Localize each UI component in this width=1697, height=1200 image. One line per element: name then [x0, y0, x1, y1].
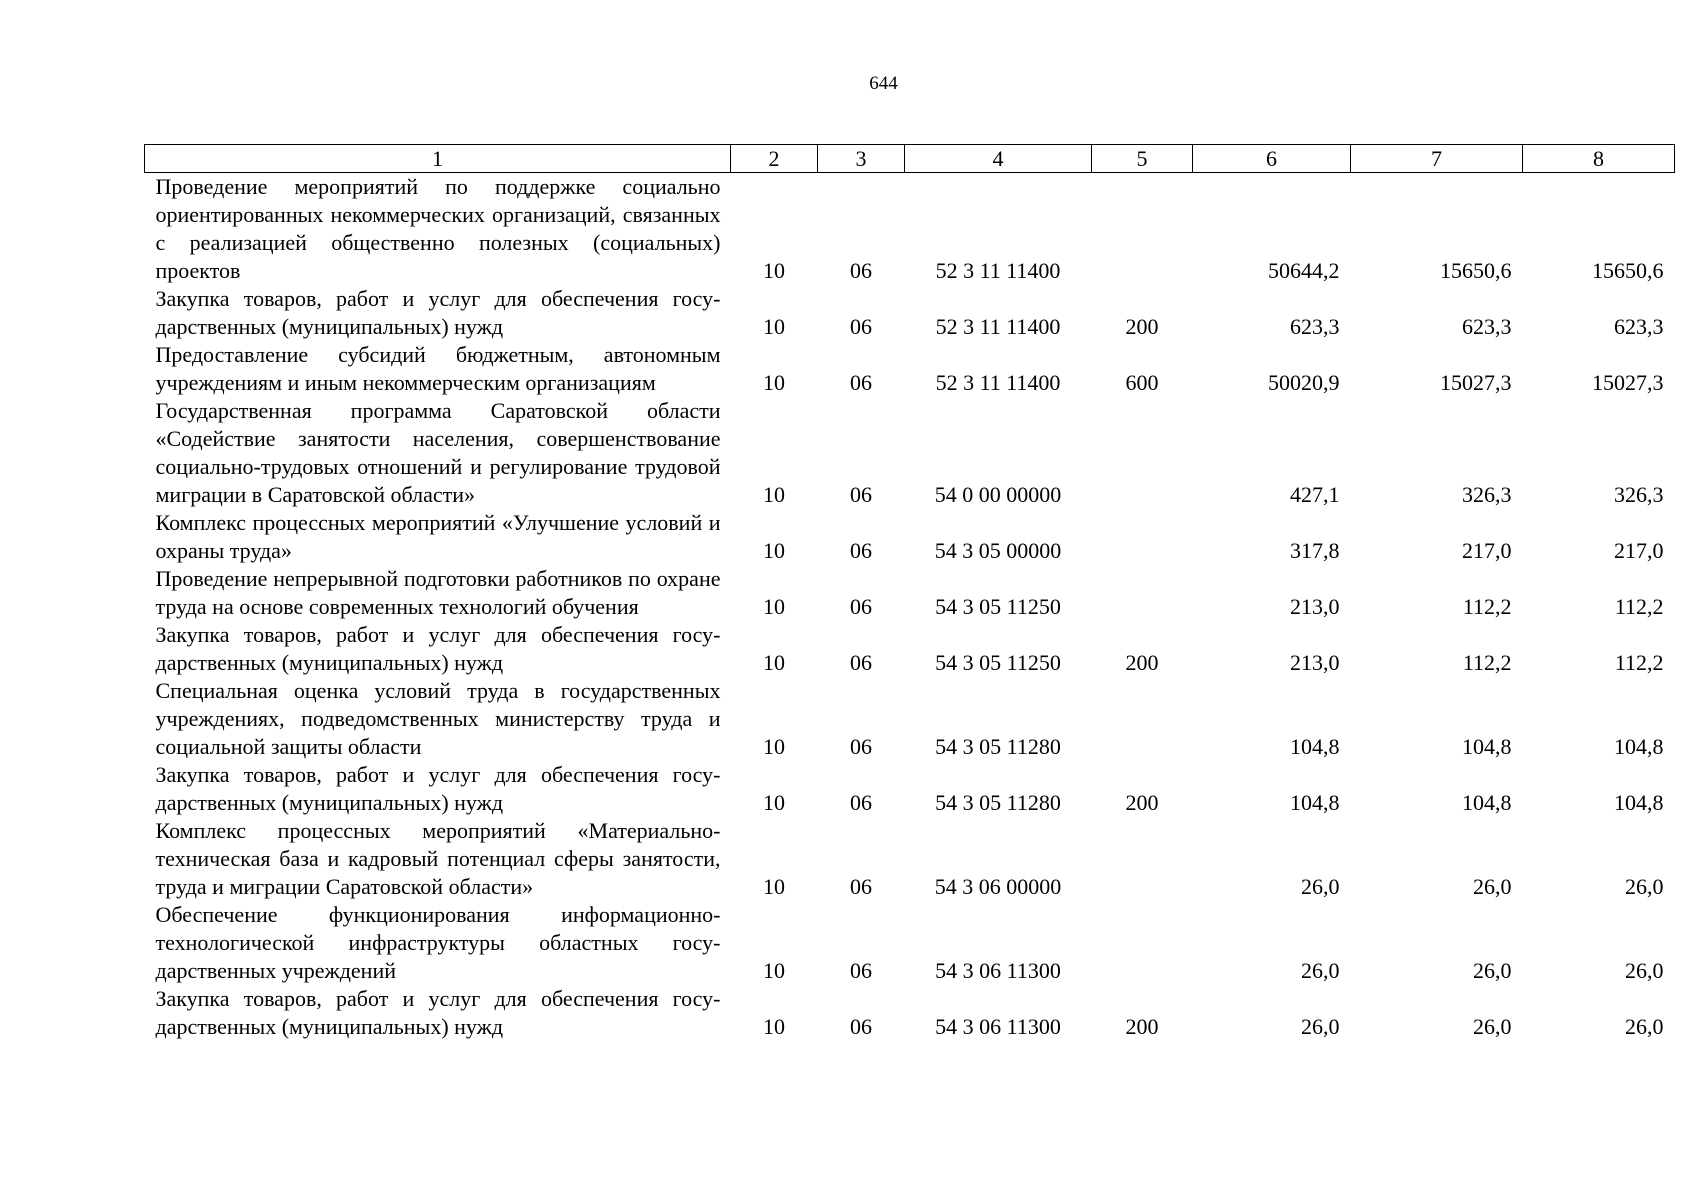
header-col-7: 7 — [1351, 145, 1523, 173]
table-row — [145, 565, 1675, 621]
row-amount-col7: 26,0 — [1473, 958, 1512, 983]
row-amount-col6: 623,3 — [1290, 314, 1340, 339]
row-subsection: 06 — [850, 594, 872, 619]
row-section: 10 — [763, 594, 785, 619]
row-subsection: 06 — [850, 1014, 872, 1039]
row-amount-col7: 104,8 — [1462, 734, 1512, 759]
row-expense-type — [1092, 173, 1193, 286]
table-row — [145, 901, 1675, 985]
row-description: Проведение мероприятий по поддержке социально ориентированных некоммерческих организаций, связанных с реализацией общественно полезных (социальных) проектов — [155, 174, 721, 283]
row-target-code: 54 3 05 11250 — [935, 650, 1061, 675]
row-amount-col6: 104,8 — [1290, 790, 1340, 815]
row-amount-col8: 15650,6 — [1592, 258, 1664, 283]
table-row — [145, 397, 1675, 509]
row-expense-type — [1092, 509, 1193, 565]
table-row — [145, 285, 1675, 341]
row-amount-col6: 50020,9 — [1268, 370, 1340, 395]
row-amount-col8: 26,0 — [1625, 874, 1664, 899]
row-description: Закупка товаров, работ и услуг для обеспечения государственных (муниципальных) нужд — [155, 286, 721, 339]
row-expense-type: 200 — [1125, 790, 1159, 815]
row-section: 10 — [763, 650, 785, 675]
row-amount-col7: 326,3 — [1462, 482, 1512, 507]
row-expense-type: 200 — [1125, 1014, 1159, 1039]
table-header — [145, 145, 1675, 173]
header-col-4: 4 — [905, 145, 1092, 173]
row-amount-col7: 15027,3 — [1440, 370, 1512, 395]
row-amount-col6: 50644,2 — [1268, 258, 1340, 283]
row-subsection: 06 — [850, 370, 872, 395]
header-col-3: 3 — [818, 145, 905, 173]
row-amount-col6: 104,8 — [1290, 734, 1340, 759]
row-amount-col8: 326,3 — [1614, 482, 1664, 507]
row-amount-col6: 26,0 — [1301, 1014, 1340, 1039]
row-subsection: 06 — [850, 650, 872, 675]
row-section: 10 — [763, 790, 785, 815]
table-row — [145, 509, 1675, 565]
row-subsection: 06 — [850, 314, 872, 339]
row-section: 10 — [763, 370, 785, 395]
row-expense-type: 600 — [1125, 370, 1159, 395]
row-amount-col7: 623,3 — [1462, 314, 1512, 339]
row-description: Комплекс процессных мероприятий «Материально-техническая база и кадровый потенциал сферы занятости, труда и миграции Саратовской области» — [155, 818, 721, 899]
row-target-code: 54 3 06 11300 — [935, 958, 1061, 983]
row-amount-col8: 112,2 — [1614, 650, 1664, 675]
header-col-8: 8 — [1523, 145, 1675, 173]
row-expense-type — [1092, 397, 1193, 509]
header-col-6: 6 — [1193, 145, 1351, 173]
table-row — [145, 817, 1675, 901]
row-description: Государственная программа Саратовской области «Содействие занятости населения, совершенствование социально-трудовых отношений и регулирование трудовой миграции в Саратовской области» — [155, 398, 721, 507]
row-amount-col8: 112,2 — [1614, 594, 1664, 619]
header-row — [145, 145, 1675, 173]
row-amount-col8: 104,8 — [1614, 790, 1664, 815]
row-amount-col6: 317,8 — [1290, 538, 1340, 563]
row-section: 10 — [763, 874, 785, 899]
row-section: 10 — [763, 1014, 785, 1039]
row-amount-col6: 26,0 — [1301, 874, 1340, 899]
row-section: 10 — [763, 538, 785, 563]
row-target-code: 54 3 06 00000 — [934, 874, 1062, 899]
row-subsection: 06 — [850, 482, 872, 507]
row-description: Комплекс процессных мероприятий «Улучшение условий и охраны труда» — [155, 510, 721, 563]
header-col-1: 1 — [145, 145, 731, 173]
row-target-code: 54 3 05 00000 — [934, 538, 1062, 563]
row-subsection: 06 — [850, 958, 872, 983]
table-row — [145, 621, 1675, 677]
row-target-code: 54 3 06 11300 — [935, 1014, 1061, 1039]
row-expense-type — [1092, 901, 1193, 985]
row-subsection: 06 — [850, 734, 872, 759]
row-target-code: 54 3 05 11280 — [935, 790, 1061, 815]
row-amount-col8: 623,3 — [1614, 314, 1664, 339]
row-description: Закупка товаров, работ и услуг для обеспечения государственных (муниципальных) нужд — [155, 622, 721, 675]
row-subsection: 06 — [850, 874, 872, 899]
table-row — [145, 341, 1675, 397]
row-amount-col6: 213,0 — [1290, 594, 1340, 619]
row-description: Закупка товаров, работ и услуг для обеспечения государственных (муниципальных) нужд — [155, 986, 721, 1039]
row-description: Проведение непрерывной подготовки работников по охране труда на основе современных технологий обучения — [155, 566, 721, 619]
page-number: 644 — [869, 73, 898, 94]
row-description: Предоставление субсидий бюджетным, автономным учреждениям и иным некоммерческим организациям — [155, 342, 721, 395]
row-amount-col8: 26,0 — [1625, 1014, 1664, 1039]
row-subsection: 06 — [850, 538, 872, 563]
row-section: 10 — [763, 958, 785, 983]
row-description: Закупка товаров, работ и услуг для обеспечения государственных (муниципальных) нужд — [155, 762, 721, 815]
table-row — [145, 677, 1675, 761]
row-subsection: 06 — [850, 790, 872, 815]
row-subsection: 06 — [850, 258, 872, 283]
row-amount-col6: 213,0 — [1290, 650, 1340, 675]
row-amount-col7: 112,2 — [1462, 594, 1512, 619]
row-amount-col6: 427,1 — [1290, 482, 1340, 507]
table-body — [145, 173, 1675, 1042]
row-amount-col7: 15650,6 — [1440, 258, 1512, 283]
row-expense-type — [1092, 677, 1193, 761]
row-amount-col7: 104,8 — [1462, 790, 1512, 815]
row-description: Обеспечение функционирования информационно-технологической инфраструктуры областных государственных учреждений — [155, 902, 721, 983]
row-expense-type: 200 — [1125, 650, 1159, 675]
row-amount-col8: 15027,3 — [1592, 370, 1664, 395]
budget-table — [144, 144, 1675, 1041]
row-amount-col7: 217,0 — [1462, 538, 1512, 563]
row-amount-col8: 104,8 — [1614, 734, 1664, 759]
row-expense-type — [1092, 565, 1193, 621]
row-section: 10 — [763, 734, 785, 759]
table-row — [145, 761, 1675, 817]
row-amount-col7: 26,0 — [1473, 1014, 1512, 1039]
table-row — [145, 985, 1675, 1041]
row-expense-type: 200 — [1125, 314, 1159, 339]
row-expense-type — [1092, 817, 1193, 901]
row-amount-col7: 26,0 — [1473, 874, 1512, 899]
row-target-code: 52 3 11 11400 — [935, 258, 1061, 283]
row-target-code: 54 0 00 00000 — [934, 482, 1062, 507]
row-target-code: 52 3 11 11400 — [935, 314, 1061, 339]
row-target-code: 54 3 05 11250 — [935, 594, 1061, 619]
row-section: 10 — [763, 258, 785, 283]
header-col-5: 5 — [1092, 145, 1193, 173]
row-amount-col6: 26,0 — [1301, 958, 1340, 983]
row-section: 10 — [763, 482, 785, 507]
row-section: 10 — [763, 314, 785, 339]
row-description: Специальная оценка условий труда в государственных учреждениях, подведомственных министерству труда и социальной защиты области — [155, 678, 721, 759]
row-amount-col8: 217,0 — [1614, 538, 1664, 563]
header-col-2: 2 — [731, 145, 818, 173]
row-amount-col7: 112,2 — [1462, 650, 1512, 675]
table-row — [145, 173, 1675, 286]
row-target-code: 54 3 05 11280 — [935, 734, 1061, 759]
row-amount-col8: 26,0 — [1625, 958, 1664, 983]
row-target-code: 52 3 11 11400 — [935, 370, 1061, 395]
